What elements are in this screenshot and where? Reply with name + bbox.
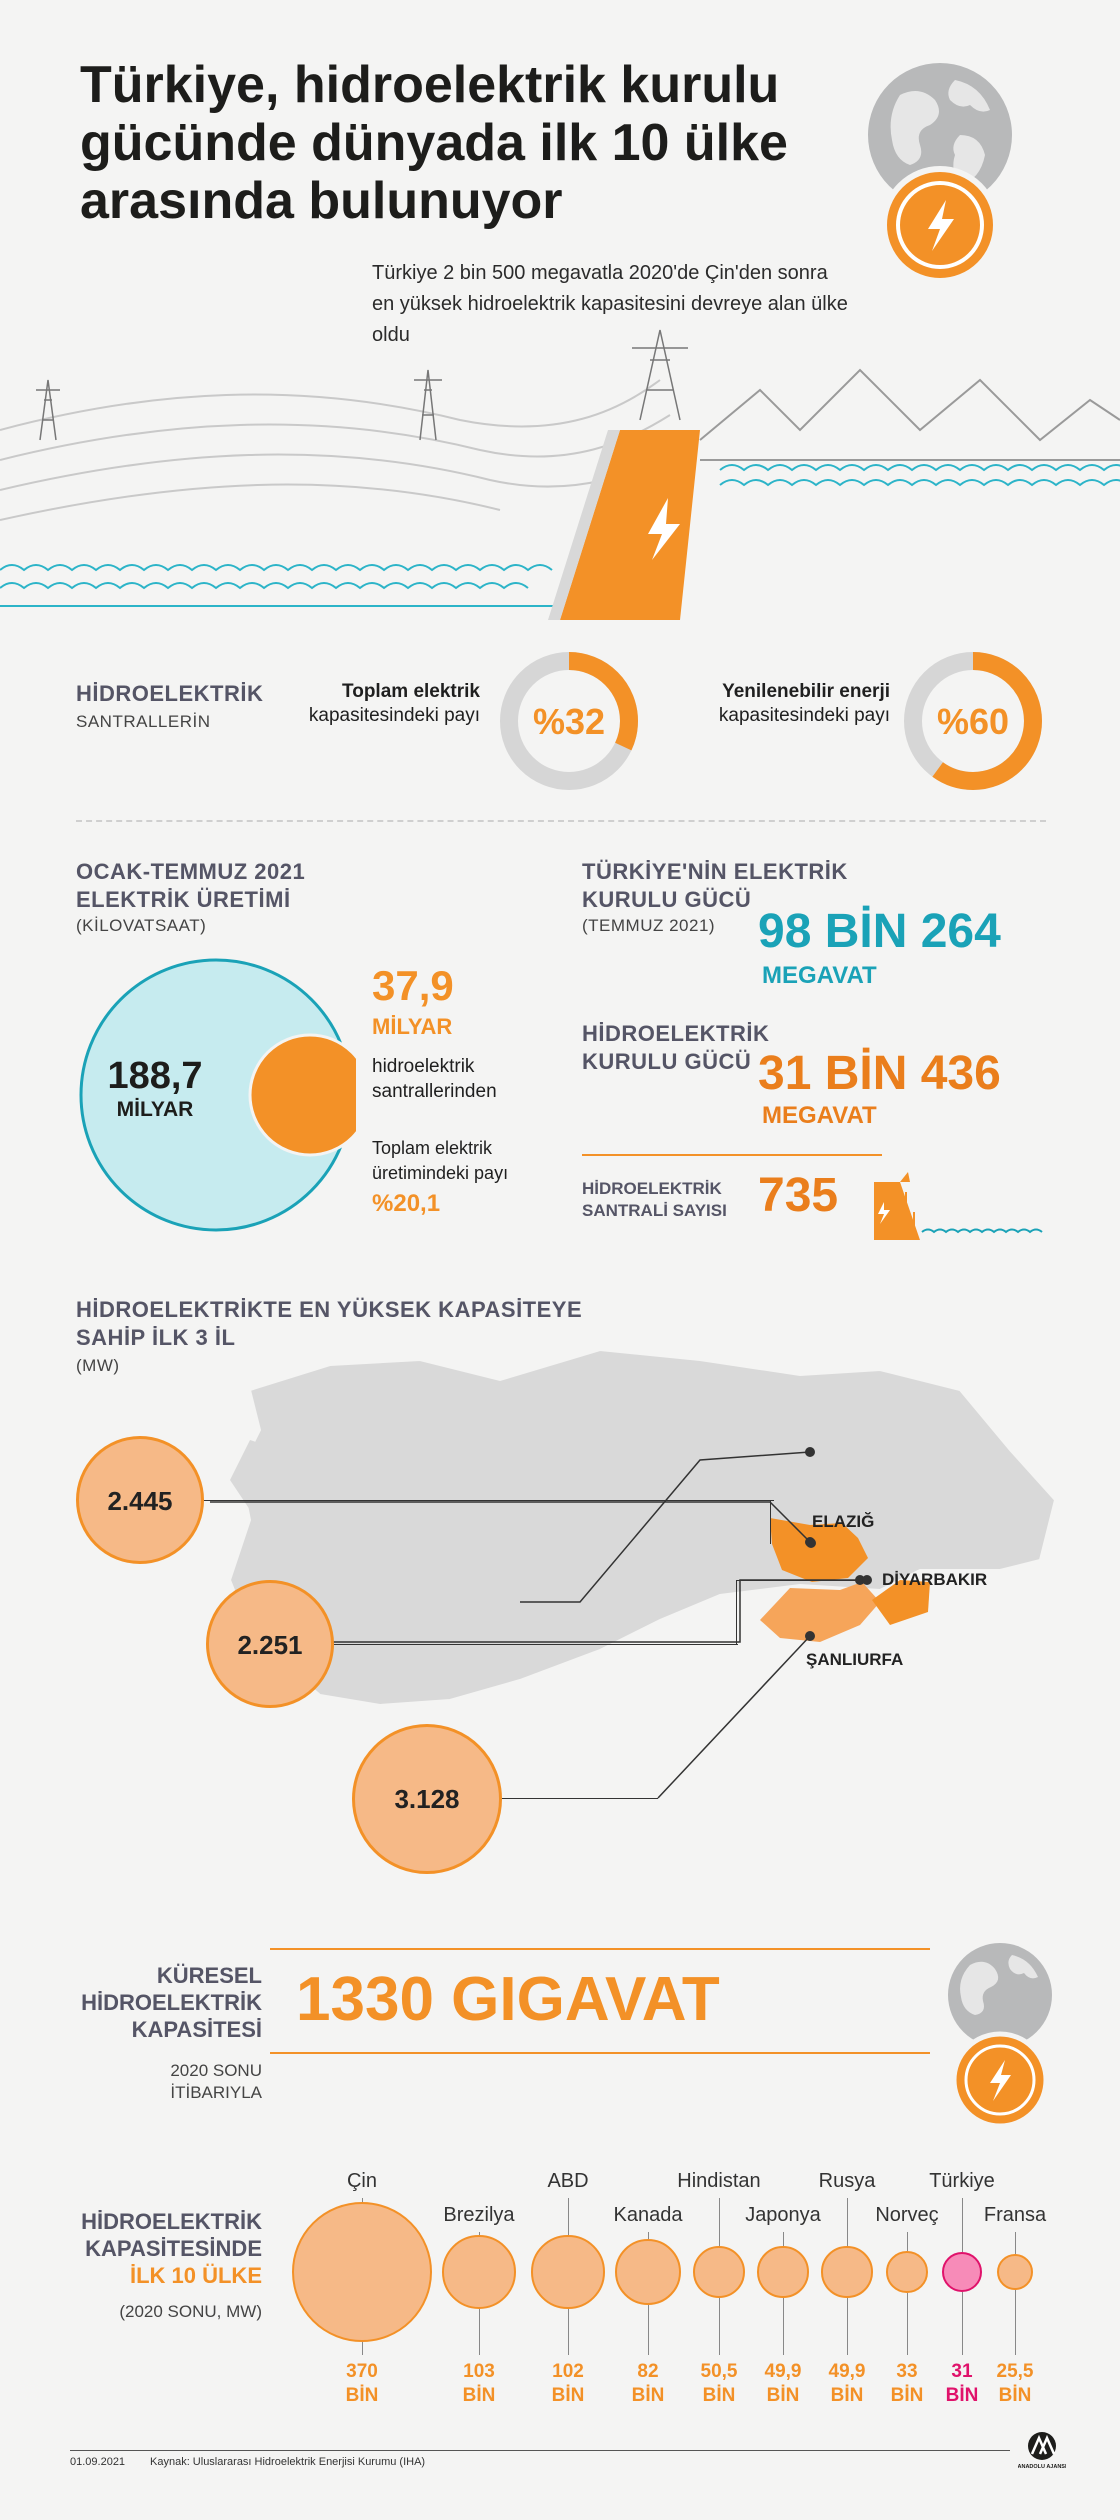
- dam-landscape-illustration: [0, 320, 1120, 650]
- country-leader-1: [479, 2232, 480, 2235]
- country-name-4: Hindistan: [677, 2170, 761, 2192]
- hydro-capacity-unit: MEGAVAT: [762, 1102, 877, 1129]
- hydro-production-label: hidroelektrik santrallerinden: [372, 1056, 497, 1102]
- country-name-8: Türkiye: [929, 2170, 995, 2192]
- country-bubble-2: [531, 2235, 605, 2309]
- diyarbakir-value: 2.251: [237, 1630, 303, 1660]
- renewable-share-label: Yenilenebilir enerji kapasitesindeki payı: [718, 681, 890, 726]
- country-bubble-9: [997, 2254, 1034, 2291]
- hydro-capacity-title: HİDROELEKTRİK KURULU GÜCÜ: [582, 1021, 770, 1074]
- country-leader-8: [962, 2198, 963, 2252]
- country-leader-4: [719, 2198, 720, 2246]
- turkey-capacity-title: TÜRKİYE'NİN ELEKTRİK KURULU GÜCÜ: [582, 859, 848, 912]
- country-leader-6: [847, 2198, 848, 2246]
- country-leader-0: [362, 2198, 363, 2202]
- section-divider: [76, 820, 1046, 822]
- country-leader-7: [907, 2232, 908, 2251]
- global-note: 2020 SONU İTİBARIYLA: [170, 2061, 262, 2102]
- globe-lightning-icon: [860, 55, 1020, 315]
- country-value-7: 33 BİN: [890, 2361, 924, 2406]
- turkey-capacity-value: 98 BİN 264: [758, 905, 1001, 958]
- footer-date: 01.09.2021: [70, 2456, 126, 2468]
- country-name-2: ABD: [547, 2170, 589, 2192]
- total-share-label: Toplam elektrik kapasitesindeki payı: [308, 681, 480, 726]
- country-stem-9: [1015, 2290, 1016, 2355]
- country-stem-0: [362, 2342, 363, 2355]
- footer-source: Kaynak: Uluslararası Hidroelektrik Enerjisi Kurumu (IHA): [150, 2456, 426, 2468]
- country-leader-5: [783, 2232, 784, 2246]
- country-bubble-7: [886, 2251, 928, 2293]
- production-unit: (KİLOVATSAAT): [76, 916, 207, 935]
- total-production-label: 188,7 MİLYAR: [107, 1055, 203, 1121]
- country-stem-4: [719, 2298, 720, 2355]
- country-value-2: 102 BİN: [551, 2361, 585, 2406]
- country-value-1: 103 BİN: [462, 2361, 496, 2406]
- share-label-line1: HİDROELEKTRİK: [76, 681, 264, 706]
- elazig-value: 2.445: [107, 1486, 173, 1516]
- sanliurfa-label: ŞANLIURFA: [806, 1650, 904, 1669]
- global-bottom-rule: [270, 2052, 930, 2054]
- country-name-5: Japonya: [745, 2204, 821, 2226]
- country-leader-2: [568, 2198, 569, 2235]
- plants-value: 735: [758, 1169, 839, 1222]
- country-name-7: Norveç: [875, 2204, 939, 2226]
- hydro-capacity-value: 31 BİN 436: [758, 1047, 1001, 1100]
- country-stem-3: [648, 2305, 649, 2355]
- svg-text:ANADOLU AJANSI: ANADOLU AJANSI: [1018, 2464, 1066, 2470]
- country-value-9: 25,5 BİN: [996, 2361, 1034, 2406]
- country-name-3: Kanada: [613, 2204, 683, 2226]
- turkey-capacity-date: (TEMMUZ 2021): [582, 916, 716, 935]
- country-value-5: 49,9 BİN: [764, 2361, 802, 2406]
- provinces-unit: (MW): [76, 1356, 120, 1375]
- country-stem-8: [962, 2292, 963, 2355]
- provinces-title: HİDROELEKTRİKTE EN YÜKSEK KAPASİTEYE SAHİP İLK 3 İL: [76, 1297, 583, 1350]
- top10-unit: (2020 SONU, MW): [119, 2302, 262, 2321]
- hydro-production-value: 37,9: [372, 962, 454, 1009]
- global-top-rule: [270, 1948, 930, 1950]
- diyarbakir-dot: [862, 1575, 872, 1585]
- elazig-leader-line: [204, 1500, 774, 1501]
- hydro-production-circle: [250, 1035, 356, 1155]
- page-title: Türkiye, hidroelektrik kurulu gücünde dünyada ilk 10 ülke arasında bulunuyor: [80, 56, 788, 230]
- country-bubble-8: [942, 2252, 983, 2293]
- country-bubble-4: [693, 2246, 745, 2298]
- country-stem-7: [907, 2293, 908, 2355]
- hydro-production-unit: MİLYAR: [372, 1014, 453, 1039]
- sanliurfa-leader-diagonal: [650, 1628, 830, 1804]
- dam-icon: [870, 1162, 1045, 1242]
- country-stem-5: [783, 2298, 784, 2355]
- country-value-3: 82 BİN: [631, 2361, 665, 2406]
- diyarbakir-label: DİYARBAKIR: [882, 1570, 988, 1589]
- country-name-1: Brezilya: [443, 2204, 515, 2226]
- country-leader-9: [1015, 2232, 1016, 2254]
- footer-rule: [70, 2450, 1010, 2451]
- country-bubble-6: [821, 2246, 872, 2297]
- elazig-label: ELAZIĞ: [812, 1512, 875, 1531]
- anadolu-ajansi-logo: [1018, 2430, 1066, 2470]
- elazig-dot: [806, 1538, 816, 1548]
- renewable-share-value: %60: [936, 701, 1010, 742]
- top10-title: HİDROELEKTRİK KAPASİTESİNDE İLK 10 ÜLKE: [81, 2209, 262, 2288]
- plants-divider: [582, 1154, 882, 1156]
- country-stem-6: [847, 2298, 848, 2355]
- sanliurfa-leader-line: [502, 1798, 658, 1799]
- country-value-4: 50,5 BİN: [700, 2361, 738, 2406]
- page-subtitle: Türkiye 2 bin 500 megavatla 2020'de Çin'den sonra en yüksek hidroelektrik kapasitesini devreye alan ülke oldu: [372, 262, 848, 346]
- plants-title: HİDROELEKTRİK SANTRALİ SAYISI: [582, 1179, 727, 1220]
- country-bubble-3: [615, 2239, 681, 2305]
- global-title: KÜRESEL HİDROELEKTRİK KAPASİTESİ: [81, 1963, 262, 2042]
- production-share-value: %20,1: [372, 1190, 441, 1217]
- country-name-0: Çin: [346, 2170, 377, 2192]
- production-title: OCAK-TEMMUZ 2021 ELEKTRİK ÜRETİMİ: [76, 859, 306, 912]
- production-share-label: Toplam elektrik üretimindeki payı: [372, 1138, 509, 1183]
- total-share-value: %32: [532, 701, 606, 742]
- country-name-9: Fransa: [983, 2204, 1047, 2226]
- country-stem-1: [479, 2309, 480, 2355]
- turkey-capacity-unit: MEGAVAT: [762, 962, 877, 989]
- country-bubble-1: [442, 2235, 516, 2309]
- country-bubble-5: [757, 2246, 808, 2297]
- global-value: 1330 GIGAVAT: [296, 1965, 720, 2034]
- globe-lightning-icon-small: [930, 1935, 1070, 2145]
- country-value-6: 49,9 BİN: [828, 2361, 866, 2406]
- country-leader-3: [648, 2232, 649, 2239]
- renewable-share-donut: [898, 646, 1048, 796]
- share-label-line2: SANTRALLERİN: [76, 712, 211, 731]
- country-value-8: 31 BİN: [945, 2361, 979, 2406]
- country-stem-2: [568, 2309, 569, 2355]
- country-name-6: Rusya: [818, 2170, 876, 2192]
- total-share-donut: [494, 646, 644, 796]
- country-value-0: 370 BİN: [345, 2361, 379, 2406]
- sanliurfa-value: 3.128: [394, 1784, 460, 1814]
- country-bubble-0: [292, 2202, 432, 2342]
